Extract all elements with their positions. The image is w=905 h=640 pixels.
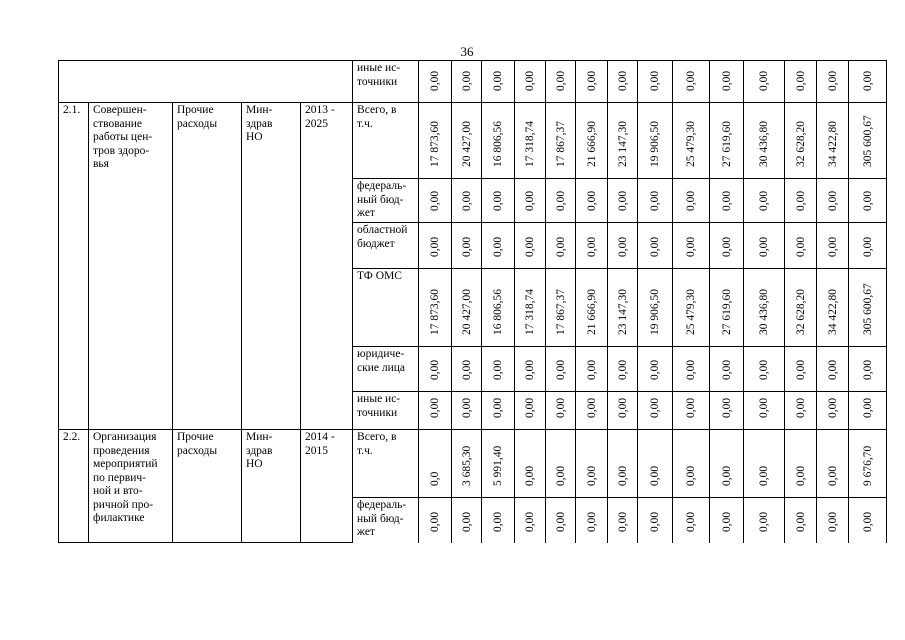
amount-cell (608, 269, 638, 347)
amount-cell (710, 392, 744, 430)
amount-cell (482, 347, 515, 392)
source-cell: ТФ ОМС (353, 269, 419, 347)
amount-cell (710, 103, 744, 179)
amount-value: 0,00 (524, 465, 537, 486)
amount-value: 23 147,30 (616, 121, 629, 167)
amount-cell (849, 392, 887, 430)
amount-cell (744, 61, 785, 103)
amount-value: 0,00 (794, 397, 807, 418)
amount-value: 0,00 (554, 236, 567, 257)
amount-value: 27 619,60 (720, 121, 733, 167)
amount-value: 0,00 (720, 359, 733, 380)
amount-value: 0,00 (685, 397, 698, 418)
amount-value: 17 318,74 (524, 289, 537, 335)
amount-value: 0,00 (720, 190, 733, 211)
amount-value: 0,00 (554, 70, 567, 91)
amount-cell (608, 498, 638, 543)
amount-cell (546, 392, 576, 430)
source-cell: областной бюджет (353, 223, 419, 269)
amount-value: 0,00 (585, 70, 598, 91)
amount-cell (452, 498, 482, 543)
amount-cell (546, 223, 576, 269)
executor: Мин- здрав НО (242, 103, 301, 430)
amount-cell (546, 347, 576, 392)
amount-cell (638, 103, 673, 179)
amount-value: 34 422,80 (826, 121, 839, 167)
amount-value: 0,00 (429, 190, 442, 211)
amount-cell (638, 498, 673, 543)
amount-cell (482, 498, 515, 543)
amount-value: 0,00 (585, 359, 598, 380)
amount-cell (785, 269, 817, 347)
amount-value: 0,00 (554, 359, 567, 380)
source-cell: иные ис- точники (353, 61, 419, 103)
amount-value: 0,00 (826, 70, 839, 91)
amount-value: 0,00 (585, 190, 598, 211)
item-number: 2.2. (59, 430, 89, 543)
amount-cell (419, 61, 452, 103)
amount-value: 0,00 (616, 190, 629, 211)
amount-value: 17 867,37 (554, 289, 567, 335)
period: 2014 - 2015 (301, 430, 353, 543)
amount-cell (785, 392, 817, 430)
amount-value: 0,00 (826, 511, 839, 532)
amount-cell (482, 61, 515, 103)
amount-value: 16 806,56 (492, 289, 505, 335)
amount-cell (817, 103, 849, 179)
amount-value: 0,00 (758, 511, 771, 532)
amount-cell (482, 179, 515, 223)
amount-value: 3 685,30 (460, 445, 473, 486)
amount-cell (546, 430, 576, 498)
amount-value: 32 628,20 (794, 289, 807, 335)
amount-cell (817, 430, 849, 498)
period: 2013 - 2025 (301, 103, 353, 430)
amount-value: 0,00 (554, 511, 567, 532)
amount-value: 0,00 (758, 70, 771, 91)
expense-type: Прочие расходы (173, 103, 242, 430)
amount-cell (608, 61, 638, 103)
amount-value: 0,00 (429, 70, 442, 91)
amount-cell (608, 347, 638, 392)
amount-value: 0,00 (649, 359, 662, 380)
amount-cell (576, 61, 608, 103)
amount-cell (419, 430, 452, 498)
amount-value: 5 991,40 (492, 445, 505, 486)
amount-value: 20 427,00 (460, 121, 473, 167)
amount-value: 0,00 (649, 511, 662, 532)
amount-value: 0,00 (460, 359, 473, 380)
table-row (59, 430, 887, 498)
amount-value: 0,00 (861, 190, 874, 211)
amount-cell (419, 103, 452, 179)
amount-value: 0,00 (616, 359, 629, 380)
amount-value: 0,00 (460, 70, 473, 91)
amount-cell (419, 223, 452, 269)
amount-cell (673, 430, 710, 498)
amount-cell (744, 223, 785, 269)
amount-value: 17 867,37 (554, 121, 567, 167)
amount-value: 0,00 (649, 70, 662, 91)
amount-cell (576, 269, 608, 347)
amount-value: 0,00 (685, 190, 698, 211)
amount-cell (744, 269, 785, 347)
continuation-blank-cell (59, 61, 353, 103)
amount-value: 0,00 (524, 511, 537, 532)
amount-cell (710, 347, 744, 392)
table-row (59, 103, 887, 179)
amount-value: 21 666,90 (585, 289, 598, 335)
amount-cell (608, 430, 638, 498)
amount-cell (710, 61, 744, 103)
amount-value: 0,00 (616, 236, 629, 257)
amount-cell (515, 269, 546, 347)
amount-value: 0,00 (758, 359, 771, 380)
amount-value: 0,00 (826, 190, 839, 211)
amount-cell (785, 103, 817, 179)
amount-cell (515, 103, 546, 179)
amount-cell (452, 392, 482, 430)
amount-cell (515, 61, 546, 103)
amount-cell (452, 269, 482, 347)
amount-value: 25 479,30 (685, 289, 698, 335)
amount-cell (515, 430, 546, 498)
amount-value: 0,00 (826, 236, 839, 257)
amount-cell (849, 498, 887, 543)
amount-cell (482, 103, 515, 179)
amount-value: 17 873,60 (429, 289, 442, 335)
amount-cell (744, 347, 785, 392)
amount-value: 0,00 (492, 70, 505, 91)
amount-cell (744, 392, 785, 430)
source-cell: Всего, в т.ч. (353, 103, 419, 179)
amount-cell (785, 347, 817, 392)
amount-cell (419, 392, 452, 430)
amount-value: 0,00 (524, 397, 537, 418)
amount-value: 0,00 (429, 359, 442, 380)
amount-cell (546, 103, 576, 179)
amount-cell (710, 179, 744, 223)
amount-cell (673, 498, 710, 543)
source-cell: Всего, в т.ч. (353, 430, 419, 498)
amount-cell (817, 392, 849, 430)
amount-value: 32 628,20 (794, 121, 807, 167)
amount-cell (849, 269, 887, 347)
amount-cell (515, 392, 546, 430)
amount-value: 0,00 (826, 465, 839, 486)
amount-value: 0,00 (826, 359, 839, 380)
amount-cell (710, 498, 744, 543)
amount-value: 0,00 (685, 359, 698, 380)
amount-value: 305 600,67 (861, 115, 874, 167)
amount-value: 0,00 (720, 70, 733, 91)
amount-value: 0,00 (720, 465, 733, 486)
source-cell: федераль- ный бюд- жет (353, 179, 419, 223)
amount-value: 0,00 (492, 236, 505, 257)
amount-value: 0,00 (616, 465, 629, 486)
amount-cell (817, 347, 849, 392)
amount-cell (785, 61, 817, 103)
amount-value: 0,00 (720, 397, 733, 418)
amount-value: 0,00 (685, 236, 698, 257)
amount-value: 0,00 (554, 465, 567, 486)
amount-cell (546, 179, 576, 223)
amount-cell (710, 430, 744, 498)
amount-cell (673, 61, 710, 103)
amount-value: 0,00 (861, 397, 874, 418)
amount-value: 0,00 (585, 511, 598, 532)
amount-value: 17 318,74 (524, 121, 537, 167)
amount-value: 0,00 (585, 397, 598, 418)
amount-value: 0,00 (460, 511, 473, 532)
amount-value: 0,00 (685, 70, 698, 91)
amount-cell (744, 179, 785, 223)
amount-value: 0,00 (649, 397, 662, 418)
amount-cell (785, 430, 817, 498)
amount-cell (673, 223, 710, 269)
amount-cell (419, 498, 452, 543)
amount-value: 0,00 (649, 190, 662, 211)
amount-cell (576, 498, 608, 543)
amount-cell (546, 269, 576, 347)
amount-value: 0,00 (794, 236, 807, 257)
amount-value: 0,00 (685, 511, 698, 532)
amount-value: 0,00 (492, 397, 505, 418)
amount-value: 0,00 (758, 397, 771, 418)
amount-cell (673, 347, 710, 392)
item-name: Организация проведения мероприятий по первич- ной и вто- ричной про- филактике (89, 430, 173, 543)
amount-cell (515, 223, 546, 269)
amount-cell (849, 103, 887, 179)
amount-cell (452, 430, 482, 498)
source-cell: иные ис- точники (353, 392, 419, 430)
amount-cell (546, 61, 576, 103)
amount-cell (638, 179, 673, 223)
amount-cell (546, 498, 576, 543)
amount-cell (817, 498, 849, 543)
amount-value: 25 479,30 (685, 121, 698, 167)
amount-cell (515, 179, 546, 223)
amount-value: 0,00 (794, 511, 807, 532)
amount-cell (817, 61, 849, 103)
amount-cell (817, 223, 849, 269)
amount-value: 0,00 (585, 236, 598, 257)
amount-cell (608, 223, 638, 269)
amount-cell (576, 430, 608, 498)
item-number: 2.1. (59, 103, 89, 430)
amount-cell (638, 347, 673, 392)
amount-value: 0,00 (554, 190, 567, 211)
amount-value: 0,00 (460, 397, 473, 418)
amount-cell (608, 103, 638, 179)
amount-value: 0,00 (758, 236, 771, 257)
amount-cell (608, 179, 638, 223)
amount-cell (452, 179, 482, 223)
source-cell: юридиче- ские лица (353, 347, 419, 392)
amount-cell (638, 61, 673, 103)
amount-value: 0,00 (524, 70, 537, 91)
amount-cell (710, 269, 744, 347)
amount-value: 0,00 (460, 236, 473, 257)
amount-cell (673, 179, 710, 223)
amount-cell (576, 179, 608, 223)
amount-cell (785, 223, 817, 269)
source-cell: федераль- ный бюд- жет (353, 498, 419, 543)
amount-cell (452, 347, 482, 392)
amount-value: 0,00 (524, 190, 537, 211)
amount-value: 0,00 (794, 465, 807, 486)
amount-value: 0,00 (794, 70, 807, 91)
amount-value: 0,00 (861, 511, 874, 532)
amount-value: 0,00 (524, 236, 537, 257)
amount-cell (744, 430, 785, 498)
amount-value: 27 619,60 (720, 289, 733, 335)
expense-type: Прочие расходы (173, 430, 242, 543)
amount-value: 16 806,56 (492, 121, 505, 167)
budget-table (58, 60, 887, 543)
amount-cell (515, 347, 546, 392)
amount-cell (744, 498, 785, 543)
amount-value: 0,00 (720, 236, 733, 257)
amount-value: 0,00 (758, 190, 771, 211)
amount-cell (638, 430, 673, 498)
amount-cell (673, 392, 710, 430)
amount-value: 0,0 (429, 471, 442, 486)
amount-value: 305 600,67 (861, 283, 874, 335)
amount-value: 19 906,50 (649, 289, 662, 335)
amount-cell (576, 347, 608, 392)
amount-cell (419, 269, 452, 347)
amount-cell (849, 61, 887, 103)
amount-value: 0,00 (585, 465, 598, 486)
amount-value: 0,00 (794, 359, 807, 380)
amount-cell (849, 179, 887, 223)
amount-value: 0,00 (492, 190, 505, 211)
amount-cell (576, 103, 608, 179)
amount-value: 9 676,70 (861, 445, 874, 486)
amount-cell (482, 269, 515, 347)
amount-value: 30 436,80 (758, 121, 771, 167)
amount-cell (817, 179, 849, 223)
amount-value: 0,00 (616, 70, 629, 91)
amount-value: 0,00 (861, 70, 874, 91)
amount-cell (849, 430, 887, 498)
amount-cell (576, 392, 608, 430)
amount-value: 0,00 (649, 236, 662, 257)
amount-value: 0,00 (460, 190, 473, 211)
amount-cell (849, 223, 887, 269)
amount-value: 17 873,60 (429, 121, 442, 167)
amount-cell (638, 269, 673, 347)
amount-value: 0,00 (861, 359, 874, 380)
amount-cell (482, 430, 515, 498)
amount-cell (419, 347, 452, 392)
amount-value: 30 436,80 (758, 289, 771, 335)
amount-value: 0,00 (492, 359, 505, 380)
amount-value: 0,00 (492, 511, 505, 532)
amount-value: 0,00 (685, 465, 698, 486)
amount-cell (452, 61, 482, 103)
amount-cell (419, 179, 452, 223)
executor: Мин- здрав НО (242, 430, 301, 543)
amount-value: 21 666,90 (585, 121, 598, 167)
amount-cell (785, 179, 817, 223)
amount-value: 0,00 (826, 397, 839, 418)
amount-value: 0,00 (616, 511, 629, 532)
table-row (59, 61, 887, 103)
amount-cell (452, 223, 482, 269)
amount-cell (515, 498, 546, 543)
amount-value: 0,00 (649, 465, 662, 486)
amount-value: 0,00 (429, 511, 442, 532)
amount-value: 0,00 (794, 190, 807, 211)
amount-value: 19 906,50 (649, 121, 662, 167)
amount-value: 0,00 (861, 236, 874, 257)
amount-value: 0,00 (429, 236, 442, 257)
item-name: Совершен- ствование работы цен- тров здоро- вья (89, 103, 173, 430)
amount-cell (817, 269, 849, 347)
amount-value: 34 422,80 (826, 289, 839, 335)
amount-value: 0,00 (554, 397, 567, 418)
amount-cell (710, 223, 744, 269)
amount-cell (744, 103, 785, 179)
amount-cell (452, 103, 482, 179)
amount-cell (638, 392, 673, 430)
page-number: 36 (460, 44, 474, 59)
amount-cell (576, 223, 608, 269)
amount-value: 0,00 (616, 397, 629, 418)
amount-value: 20 427,00 (460, 289, 473, 335)
amount-value: 0,00 (524, 359, 537, 380)
amount-value: 0,00 (758, 465, 771, 486)
amount-value: 23 147,30 (616, 289, 629, 335)
amount-cell (608, 392, 638, 430)
amount-value: 0,00 (720, 511, 733, 532)
amount-cell (482, 392, 515, 430)
amount-cell (849, 347, 887, 392)
amount-cell (673, 269, 710, 347)
amount-cell (673, 103, 710, 179)
amount-cell (638, 223, 673, 269)
amount-cell (482, 223, 515, 269)
amount-cell (785, 498, 817, 543)
amount-value: 0,00 (429, 397, 442, 418)
